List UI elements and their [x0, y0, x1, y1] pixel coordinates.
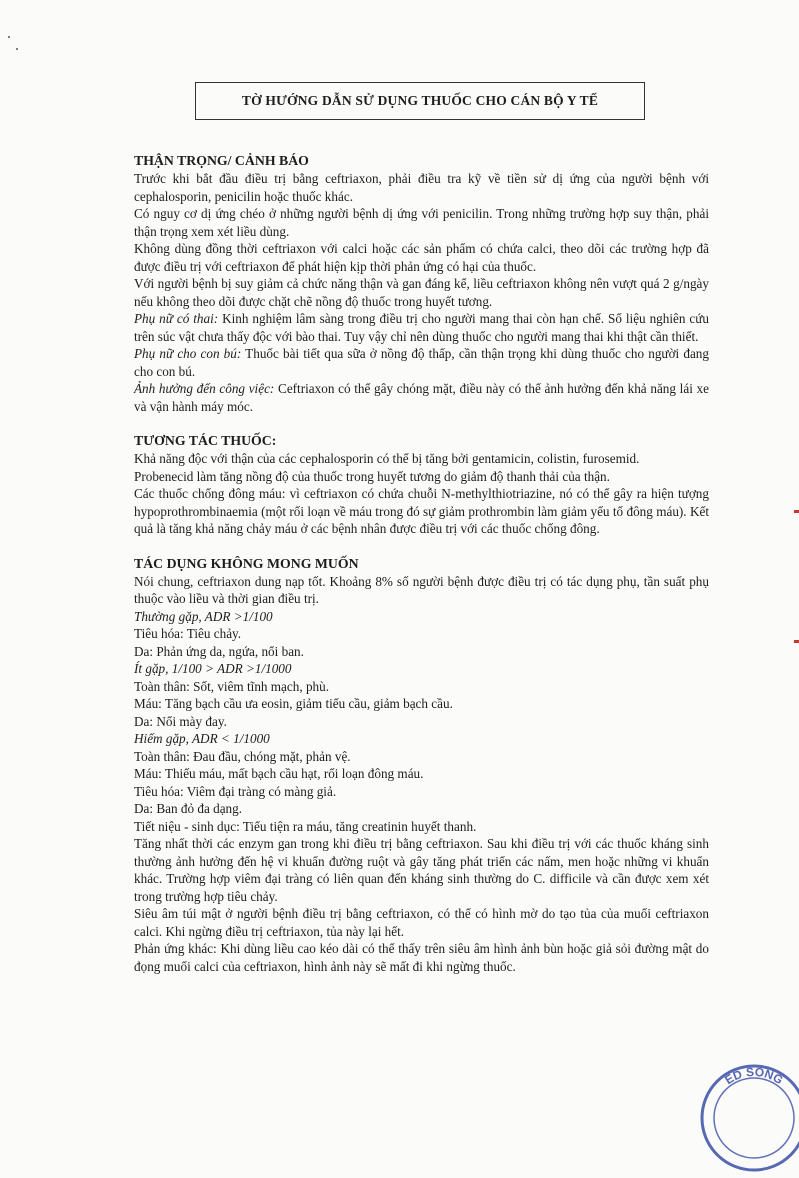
- company-stamp: [694, 1058, 799, 1178]
- paragraph-text: Tăng nhất thời các enzym gan trong khi điều trị bằng ceftriaxon. Sau khi điều trị với các thuốc kháng sinh thường ảnh hưởng đến hệ vi khuẩn đường ruột và gây tăng phát triển các nấm, men hoặc những vi khuẩn khác. Trường hợp viêm đại tràng có liên quan đến kháng sinh thường do C. difficile và cần được xem xét trong trường hợp tiêu chảy.: [134, 836, 709, 904]
- paragraph-text: Khả năng độc với thận của các cephalosporin có thể bị tăng bởi gentamicin, colistin, furosemid.: [134, 451, 640, 466]
- margin-mark: [794, 510, 799, 513]
- paragraph: [134, 310, 709, 345]
- paragraph-text: Siêu âm túi mật ở người bệnh điều trị bằng ceftriaxon, có thể có hình mờ do tạo tủa của muối ceftriaxon calci. Khi ngừng điều trị ceftriaxon, tủa này lại hết.: [134, 906, 709, 939]
- scan-speck: [16, 48, 18, 50]
- paragraph-text: Nói chung, ceftriaxon dung nạp tốt. Khoảng 8% số người bệnh được điều trị có tác dụng phụ, tần suất phụ thuộc vào liều và thời gian điều trị.: [134, 573, 709, 606]
- section-heading: TÁC DỤNG KHÔNG MONG MUỐN: [134, 555, 359, 571]
- paragraph-text: Ceftriaxon có thể gây chóng mặt, điều này có thể ảnh hưởng đến khả năng lái xe và vận hành máy móc.: [134, 381, 710, 414]
- paragraph: [134, 380, 709, 415]
- paragraph: [134, 345, 709, 380]
- paragraph-text: Tiêu hóa: Viêm đại tràng có màng giả.: [134, 783, 337, 799]
- paragraph-text: Kinh nghiệm lâm sàng trong điều trị cho người mang thai còn hạn chế. Số liệu nghiên cứu trên súc vật chưa thấy độc với bào thai. Tuy vậy chỉ nên dùng thuốc cho người mang thai khi thật cần thiết.: [134, 311, 709, 344]
- paragraph: [134, 765, 709, 783]
- paragraph-text: Có nguy cơ dị ứng chéo ở những người bệnh dị ứng với penicilin. Trong những trường hợp suy thận, phải thận trọng xem xét liều dùng.: [134, 206, 709, 239]
- paragraph-text: Máu: Tăng bạch cầu ưa eosin, giảm tiểu cầu, giảm bạch cầu.: [134, 696, 453, 711]
- paragraph-text: Tiêu hóa: Tiêu chảy.: [134, 626, 242, 641]
- paragraph: [134, 643, 709, 661]
- section-heading: THẬN TRỌNG/ CẢNH BÁO: [134, 153, 309, 168]
- section: [134, 152, 709, 415]
- paragraph: [134, 170, 709, 205]
- paragraph-text: Toàn thân: Đau đầu, chóng mặt, phản vệ.: [134, 748, 351, 764]
- paragraph-text: Máu: Thiếu máu, mất bạch cầu hạt, rối loạn đông máu.: [134, 766, 424, 781]
- document-title: [195, 82, 645, 120]
- paragraph-text: Phản ứng khác: Khi dùng liều cao kéo dài có thể thấy trên siêu âm hình ảnh bùn hoặc giả sỏi đường mật do đọng muối calci của ceftriaxon, hình ảnh này sẽ mất đi khi ngừng thuốc.: [134, 941, 709, 974]
- paragraph: [134, 275, 709, 310]
- paragraph: [134, 695, 709, 713]
- stamp-text: ED SONG: [722, 1064, 786, 1088]
- paragraph: [134, 835, 709, 905]
- paragraph: [134, 625, 709, 643]
- paragraph: [134, 485, 709, 538]
- paragraph-text: Da: Nổi mày đay.: [134, 713, 227, 729]
- paragraph: [134, 818, 709, 836]
- paragraph-text: Thuốc bài tiết qua sữa ở nồng độ thấp, cần thận trọng khi dùng thuốc cho người đang cho con bú.: [134, 346, 709, 379]
- paragraph-text: Tiết niệu - sinh dục: Tiểu tiện ra máu, tăng creatinin huyết thanh.: [134, 818, 477, 834]
- paragraph-lead: Hiếm gặp, ADR < 1/1000: [134, 731, 270, 746]
- paragraph: [134, 713, 709, 731]
- paragraph-lead: Phụ nữ có thai:: [134, 311, 219, 326]
- paragraph: [134, 800, 709, 818]
- paragraph: [134, 240, 709, 275]
- svg-text:ED SONG: [722, 1065, 785, 1087]
- paragraph-text: Với người bệnh bị suy giảm cả chức năng thận và gan đáng kể, liều ceftriaxon không nên vượt quá 2 g/ngày nếu không theo dõi được chặt chẽ nồng độ thuốc trong huyết tương.: [134, 276, 709, 309]
- paragraph-text: Trước khi bắt đầu điều trị bằng ceftriaxon, phải điều tra kỹ về tiền sử dị ứng của người bệnh với cephalosporin, penicilin hoặc thuốc khác.: [134, 171, 709, 204]
- paragraph-text: Da: Phản ứng da, ngứa, nổi ban.: [134, 643, 304, 659]
- paragraph: [134, 450, 709, 468]
- paragraph-lead: Ảnh hưởng đến công việc:: [134, 381, 275, 396]
- paragraph-text: Probenecid làm tăng nồng độ của thuốc trong huyết tương do giảm độ thanh thải của thận.: [134, 468, 610, 484]
- section-heading: TƯƠNG TÁC THUỐC:: [134, 433, 277, 448]
- paragraph-text: Không dùng đồng thời ceftriaxon với calci hoặc các sản phẩm có chứa calci, theo dõi các trường hợp đã được điều trị với ceftriaxon để phát hiện kịp thời phản ứng có hại của thuốc.: [134, 241, 709, 274]
- paragraph: [134, 608, 709, 626]
- paragraph-lead: Ít gặp, 1/100 > ADR >1/1000: [134, 661, 292, 676]
- paragraph: [134, 730, 709, 748]
- scan-speck: [8, 36, 10, 38]
- paragraph: [134, 748, 709, 766]
- paragraph: [134, 660, 709, 678]
- document-body: [134, 152, 709, 975]
- paragraph: [134, 783, 709, 801]
- paragraph: [134, 678, 709, 696]
- section: [134, 432, 709, 538]
- paragraph: [134, 468, 709, 486]
- paragraph: [134, 940, 709, 975]
- margin-mark: [794, 640, 799, 643]
- paragraph-text: Các thuốc chống đông máu: vì ceftriaxon có chứa chuỗi N-methylthiotriazine, nó có thể gây ra hiện tượng hypoprothrombinaemia (một rối loạn về máu trong đó sự giảm prothrombin làm giảm yếu tố đông máu). Kết quả là tăng khả năng chảy máu ở các bệnh nhân được điều trị với các thuốc chống đông.: [134, 486, 709, 536]
- paragraph: [134, 573, 709, 608]
- section: [134, 555, 709, 976]
- paragraph: [134, 205, 709, 240]
- paragraph: [134, 905, 709, 940]
- document-title-text: TỜ HƯỚNG DẪN SỬ DỤNG THUỐC CHO CÁN BỘ Y TẾ: [241, 93, 599, 108]
- paragraph-lead: Thường gặp, ADR >1/100: [134, 608, 273, 624]
- paragraph-lead: Phụ nữ cho con bú:: [134, 346, 242, 361]
- paragraph-text: Toàn thân: Sốt, viêm tĩnh mạch, phù.: [134, 678, 330, 694]
- paragraph-text: Da: Ban đỏ đa dạng.: [134, 801, 243, 816]
